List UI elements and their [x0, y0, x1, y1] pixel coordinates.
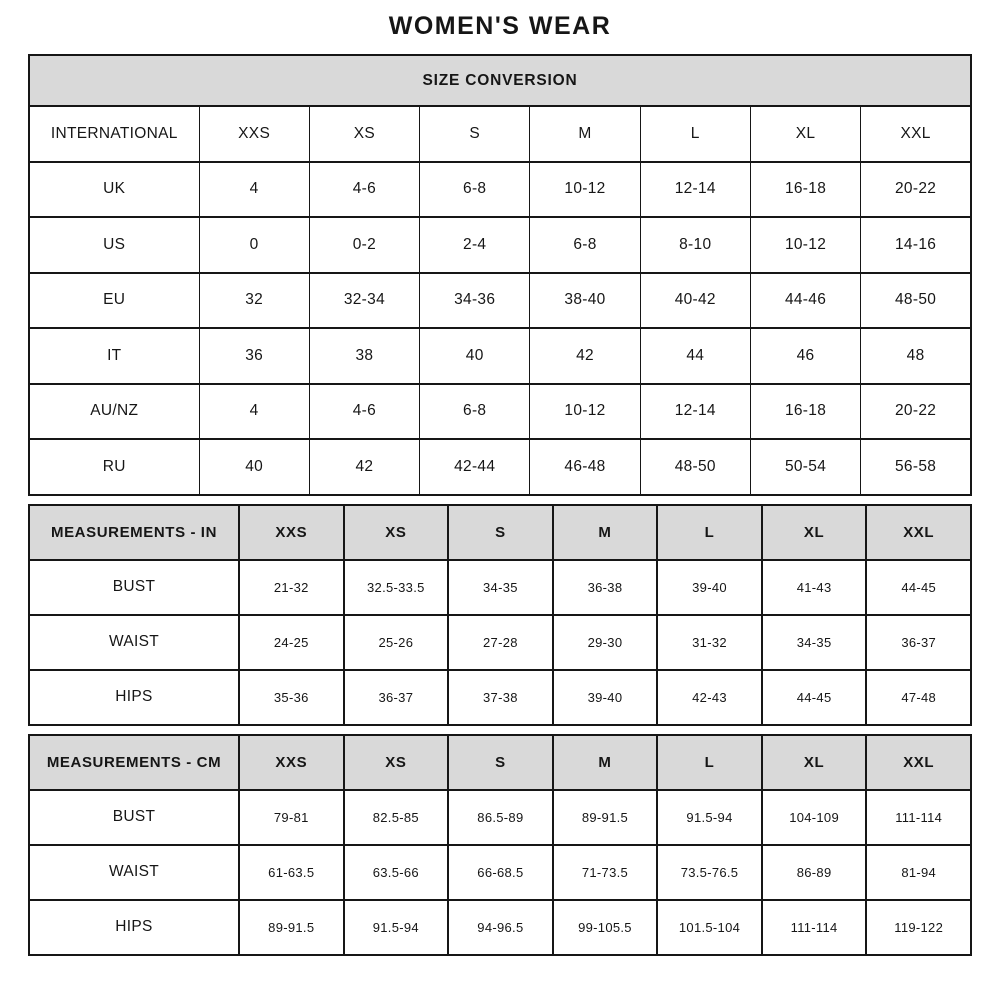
size-header-s: S	[448, 505, 553, 560]
cell-bust-xl: 41-43	[762, 560, 867, 615]
cell-waist-xs: 63.5-66	[344, 845, 449, 900]
size-header-xxl: XXL	[866, 505, 971, 560]
cell-it-xs: 38	[309, 328, 419, 384]
measurements-cm-header: MEASUREMENTS - CM	[29, 735, 239, 790]
cell-it-xxs: 36	[199, 328, 309, 384]
column-header-xl: XL	[750, 106, 860, 162]
header-row	[29, 505, 971, 560]
row-label-bust: BUST	[29, 790, 239, 845]
size-header-l: L	[657, 735, 762, 790]
row-label-ru: RU	[29, 439, 199, 495]
cell-hips-m: 39-40	[553, 670, 658, 725]
table-row	[29, 162, 971, 218]
cell-hips-xs: 36-37	[344, 670, 449, 725]
size-header-l: L	[657, 505, 762, 560]
row-label-it: IT	[29, 328, 199, 384]
size-header-m: M	[553, 735, 658, 790]
table-row	[29, 670, 971, 725]
cell-us-xxs: 0	[199, 217, 309, 273]
cell-eu-l: 40-42	[640, 273, 750, 329]
cell-ru-xl: 50-54	[750, 439, 860, 495]
cell-hips-m: 99-105.5	[553, 900, 658, 955]
cell-ru-xxl: 56-58	[861, 439, 971, 495]
cell-au-nz-m: 10-12	[530, 384, 640, 440]
column-header-international: INTERNATIONAL	[29, 106, 199, 162]
banner-row	[29, 55, 971, 106]
size-header-xl: XL	[762, 505, 867, 560]
column-header-s: S	[420, 106, 530, 162]
cell-uk-l: 12-14	[640, 162, 750, 218]
cell-ru-m: 46-48	[530, 439, 640, 495]
table-row	[29, 439, 971, 495]
cell-it-xl: 46	[750, 328, 860, 384]
cell-bust-xs: 32.5-33.5	[344, 560, 449, 615]
cell-waist-xl: 34-35	[762, 615, 867, 670]
cell-us-s: 2-4	[420, 217, 530, 273]
cell-eu-xxl: 48-50	[861, 273, 971, 329]
cell-uk-xxs: 4	[199, 162, 309, 218]
cell-ru-xxs: 40	[199, 439, 309, 495]
cell-bust-s: 86.5-89	[448, 790, 553, 845]
column-header-xxs: XXS	[199, 106, 309, 162]
cell-waist-xxs: 61-63.5	[239, 845, 344, 900]
size-header-xxl: XXL	[866, 735, 971, 790]
cell-waist-s: 66-68.5	[448, 845, 553, 900]
row-label-waist: WAIST	[29, 615, 239, 670]
cell-eu-xs: 32-34	[309, 273, 419, 329]
cell-us-xl: 10-12	[750, 217, 860, 273]
cell-bust-l: 39-40	[657, 560, 762, 615]
cell-hips-s: 94-96.5	[448, 900, 553, 955]
row-label-uk: UK	[29, 162, 199, 218]
cell-bust-m: 36-38	[553, 560, 658, 615]
cell-bust-xxs: 21-32	[239, 560, 344, 615]
cell-waist-xl: 86-89	[762, 845, 867, 900]
cell-waist-l: 31-32	[657, 615, 762, 670]
cell-hips-xxs: 35-36	[239, 670, 344, 725]
table-row	[29, 845, 971, 900]
cell-waist-xs: 25-26	[344, 615, 449, 670]
size-header-xs: XS	[344, 505, 449, 560]
cell-hips-l: 101.5-104	[657, 900, 762, 955]
size-header-xl: XL	[762, 735, 867, 790]
row-label-us: US	[29, 217, 199, 273]
cell-us-xxl: 14-16	[861, 217, 971, 273]
cell-waist-xxl: 81-94	[866, 845, 971, 900]
cell-eu-m: 38-40	[530, 273, 640, 329]
table-row	[29, 384, 971, 440]
table-row	[29, 615, 971, 670]
table-row	[29, 273, 971, 329]
cell-ru-s: 42-44	[420, 439, 530, 495]
cell-it-l: 44	[640, 328, 750, 384]
cell-ru-xs: 42	[309, 439, 419, 495]
cell-waist-m: 71-73.5	[553, 845, 658, 900]
cell-us-xs: 0-2	[309, 217, 419, 273]
cell-bust-l: 91.5-94	[657, 790, 762, 845]
table-row	[29, 790, 971, 845]
cell-waist-m: 29-30	[553, 615, 658, 670]
cell-eu-xxs: 32	[199, 273, 309, 329]
cell-eu-xl: 44-46	[750, 273, 860, 329]
size-header-m: M	[553, 505, 658, 560]
cell-bust-s: 34-35	[448, 560, 553, 615]
cell-au-nz-xl: 16-18	[750, 384, 860, 440]
column-header-row	[29, 106, 971, 162]
cell-hips-xl: 111-114	[762, 900, 867, 955]
cell-hips-xxs: 89-91.5	[239, 900, 344, 955]
measurements-in-header: MEASUREMENTS - IN	[29, 505, 239, 560]
size-conversion-table	[28, 54, 972, 496]
cell-bust-xxl: 44-45	[866, 560, 971, 615]
column-header-xs: XS	[309, 106, 419, 162]
cell-hips-xs: 91.5-94	[344, 900, 449, 955]
size-header-xs: XS	[344, 735, 449, 790]
cell-bust-xl: 104-109	[762, 790, 867, 845]
cell-us-m: 6-8	[530, 217, 640, 273]
cell-au-nz-s: 6-8	[420, 384, 530, 440]
cell-uk-xl: 16-18	[750, 162, 860, 218]
measurements-cm-table	[28, 734, 972, 956]
cell-waist-l: 73.5-76.5	[657, 845, 762, 900]
cell-hips-xl: 44-45	[762, 670, 867, 725]
cell-hips-xxl: 119-122	[866, 900, 971, 955]
cell-au-nz-xxl: 20-22	[861, 384, 971, 440]
page-title: WOMEN'S WEAR	[388, 12, 612, 40]
cell-ru-l: 48-50	[640, 439, 750, 495]
cell-it-m: 42	[530, 328, 640, 384]
cell-bust-xxs: 79-81	[239, 790, 344, 845]
column-header-xxl: XXL	[861, 106, 971, 162]
row-label-au-nz: AU/NZ	[29, 384, 199, 440]
row-label-waist: WAIST	[29, 845, 239, 900]
cell-uk-m: 10-12	[530, 162, 640, 218]
size-conversion-header: SIZE CONVERSION	[29, 55, 971, 106]
cell-waist-xxl: 36-37	[866, 615, 971, 670]
cell-bust-xxl: 111-114	[866, 790, 971, 845]
cell-eu-s: 34-36	[420, 273, 530, 329]
cell-uk-s: 6-8	[420, 162, 530, 218]
size-header-s: S	[448, 735, 553, 790]
row-label-hips: HIPS	[29, 670, 239, 725]
cell-waist-s: 27-28	[448, 615, 553, 670]
cell-us-l: 8-10	[640, 217, 750, 273]
header-row	[29, 735, 971, 790]
row-label-hips: HIPS	[29, 900, 239, 955]
cell-it-s: 40	[420, 328, 530, 384]
cell-hips-s: 37-38	[448, 670, 553, 725]
row-label-eu: EU	[29, 273, 199, 329]
table-row	[29, 900, 971, 955]
cell-uk-xs: 4-6	[309, 162, 419, 218]
table-row	[29, 217, 971, 273]
table-row	[29, 328, 971, 384]
cell-hips-xxl: 47-48	[866, 670, 971, 725]
column-header-m: M	[530, 106, 640, 162]
cell-waist-xxs: 24-25	[239, 615, 344, 670]
cell-bust-m: 89-91.5	[553, 790, 658, 845]
measurements-in-table	[28, 504, 972, 726]
size-header-xxs: XXS	[239, 735, 344, 790]
cell-au-nz-l: 12-14	[640, 384, 750, 440]
cell-au-nz-xs: 4-6	[309, 384, 419, 440]
size-header-xxs: XXS	[239, 505, 344, 560]
cell-hips-l: 42-43	[657, 670, 762, 725]
row-label-bust: BUST	[29, 560, 239, 615]
cell-uk-xxl: 20-22	[861, 162, 971, 218]
cell-bust-xs: 82.5-85	[344, 790, 449, 845]
cell-au-nz-xxs: 4	[199, 384, 309, 440]
column-header-l: L	[640, 106, 750, 162]
table-row	[29, 560, 971, 615]
cell-it-xxl: 48	[861, 328, 971, 384]
